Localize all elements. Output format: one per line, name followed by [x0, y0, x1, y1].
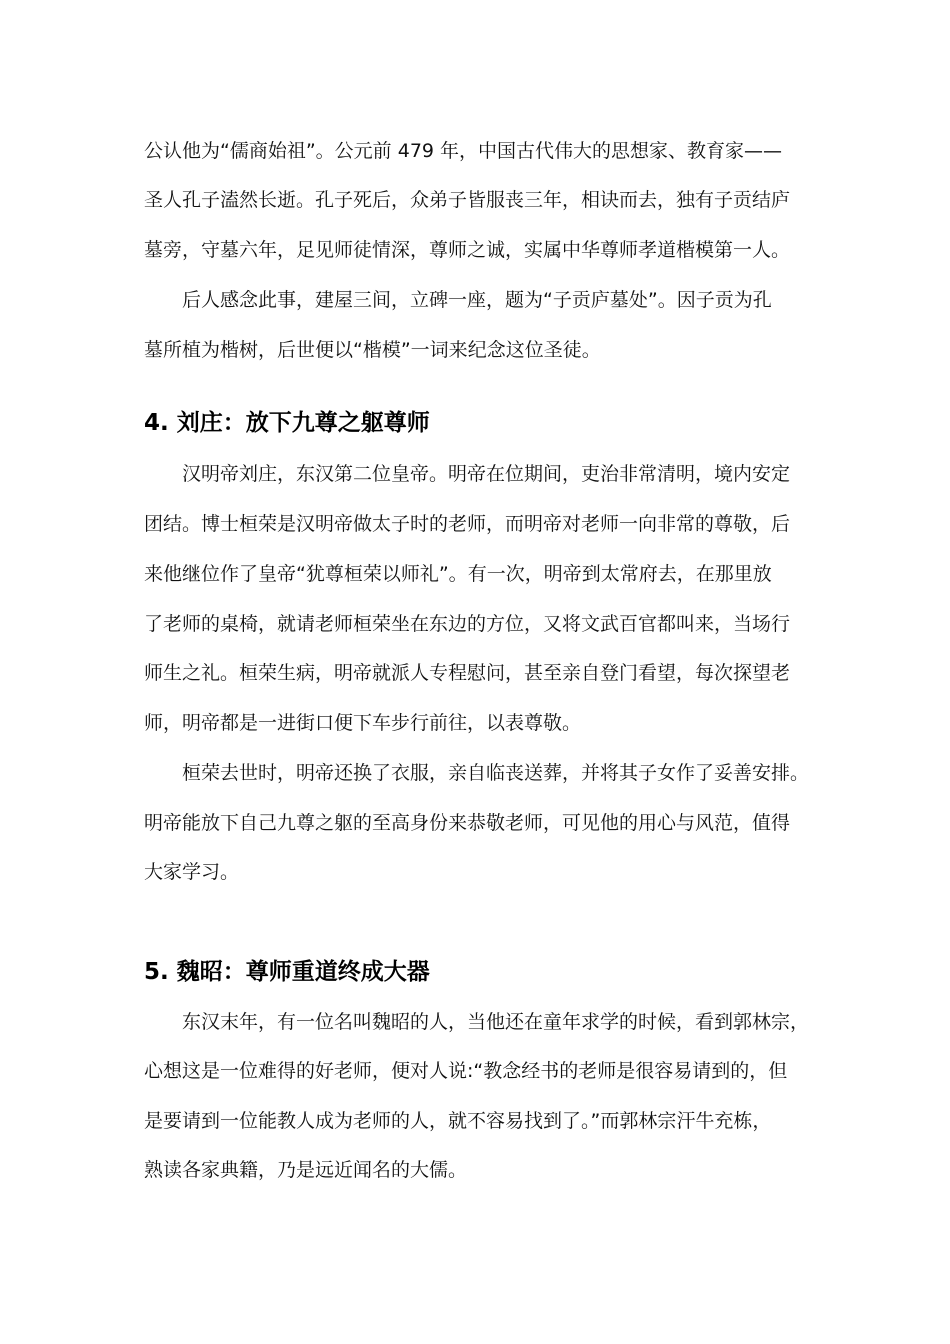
paragraph-line: 公认他为“儒商始祖”。公元前 479 年，中国古代伟大的思想家、教育家——: [144, 140, 783, 162]
paragraph-line: 熟读各家典籍，乃是远近闻名的大儒。: [144, 1159, 468, 1181]
paragraph-line: 后人感念此事，建屋三间，立碑一座，题为“子贡庐墓处”。因子贡为孔: [182, 289, 772, 311]
paragraph-line: 汉明帝刘庄，东汉第二位皇帝。明帝在位期间，吏治非常清明，境内安定: [182, 463, 791, 485]
paragraph-line: 是要请到一位能教人成为老师的人，就不容易找到了。”而郭林宗汗牛充栋，: [144, 1110, 772, 1132]
paragraph-line: 心想这是一位难得的好老师，便对人说:“教念经书的老师是很容易请到的，但: [144, 1060, 788, 1082]
paragraph-line: 团结。博士桓荣是汉明帝做太子时的老师，而明帝对老师一向非常的尊敬，后: [144, 513, 791, 535]
paragraph-line: 墓所植为楷树，后世便以“楷模”一词来纪念这位圣徒。: [144, 339, 601, 361]
paragraph-line: 师，明帝都是一进街口便下车步行前往，以表尊敬。: [144, 712, 582, 734]
paragraph-line: 师生之礼。桓荣生病，明帝就派人专程慰问，甚至亲自登门看望，每次探望老: [144, 662, 791, 684]
paragraph-line: 来他继位作了皇帝“犹尊桓荣以师礼”。有一次，明帝到太常府去，在那里放: [144, 563, 772, 585]
section-heading: 5. 魏昭：尊师重道终成大器: [144, 959, 430, 985]
paragraph-line: 墓旁，守墓六年，足见师徒情深，尊师之诚，实属中华尊师孝道楷模第一人。: [144, 239, 791, 261]
paragraph-line: 明帝能放下自己九尊之躯的至高身份来恭敬老师，可见他的用心与风范，值得: [144, 812, 791, 834]
paragraph-line: 东汉末年，有一位名叫魏昭的人，当他还在童年求学的时候，看到郭林宗，: [182, 1011, 810, 1033]
paragraph-line: 圣人孔子溘然长逝。孔子死后，众弟子皆服丧三年，相诀而去，独有子贡结庐: [144, 189, 791, 211]
section-heading: 4. 刘庄：放下九尊之躯尊师: [144, 410, 430, 436]
paragraph-line: 了老师的桌椅，就请老师桓荣坐在东边的方位，又将文武百官都叫来，当场行: [144, 613, 791, 635]
paragraph-line: 桓荣去世时，明帝还换了衣服，亲自临丧送葬，并将其子女作了妥善安排。: [182, 762, 810, 784]
paragraph-line: 大家学习。: [144, 861, 240, 883]
